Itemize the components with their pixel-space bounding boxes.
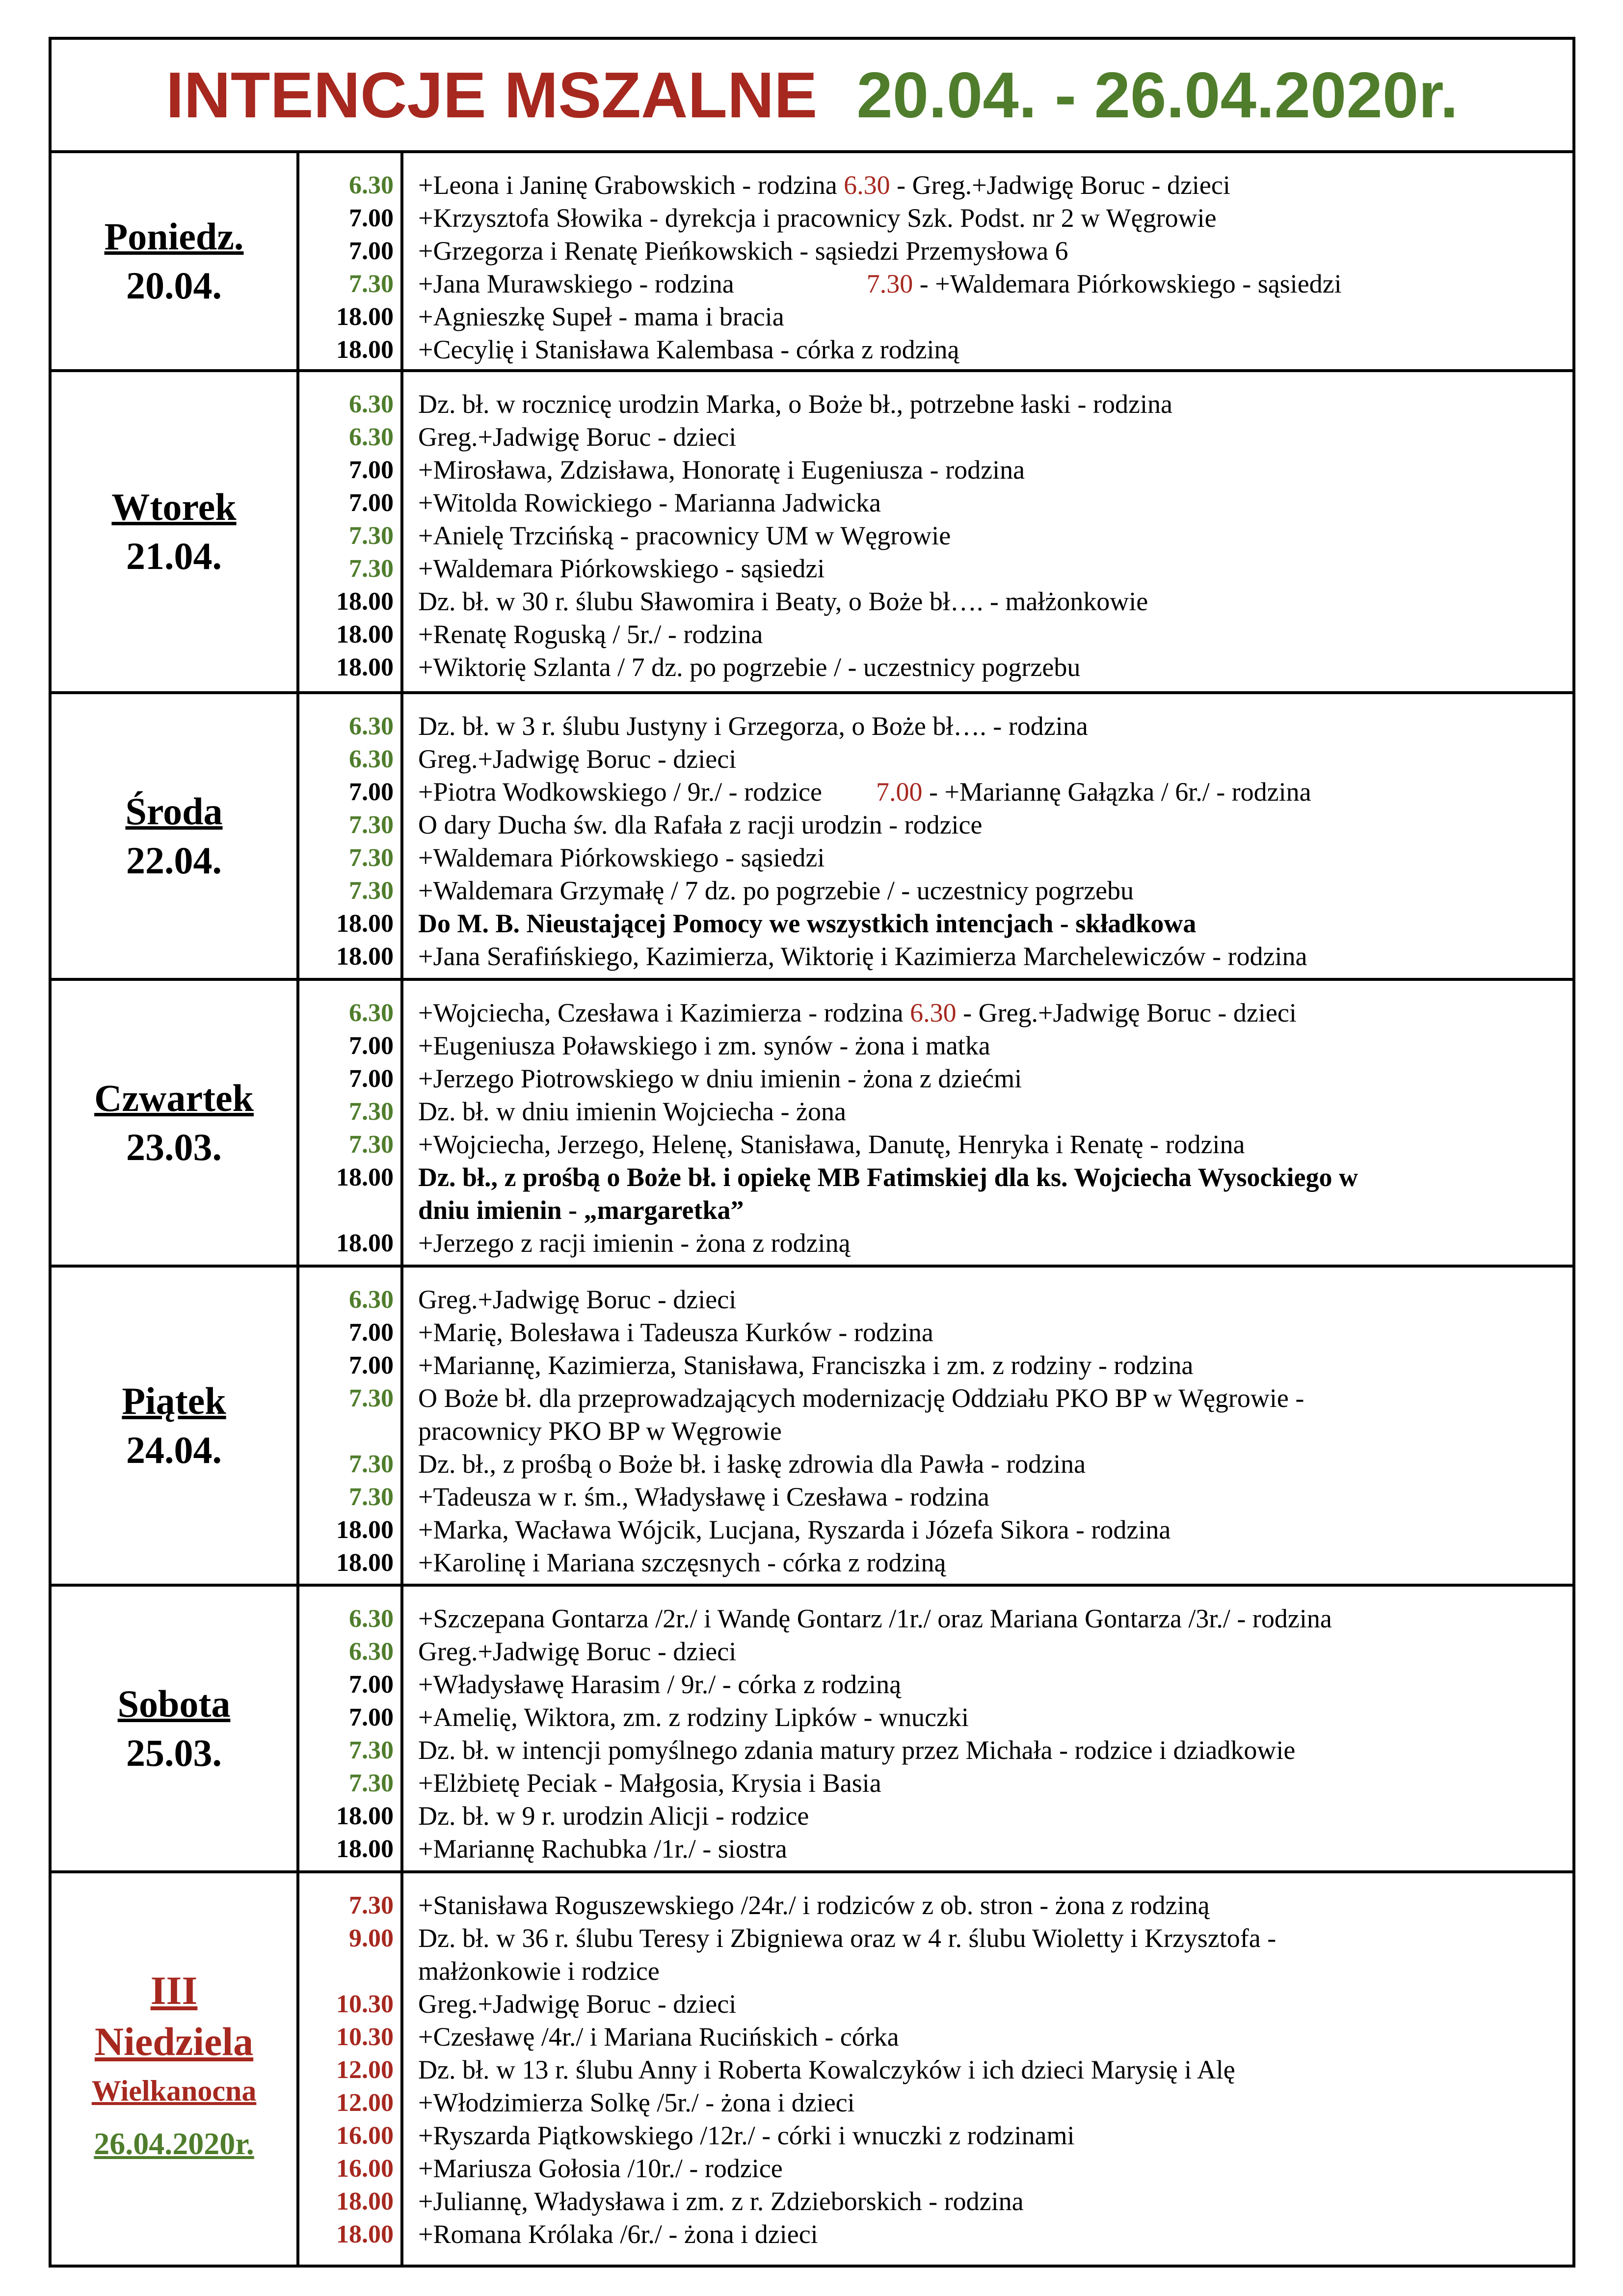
intention-text: Dz. bł. w 3 r. ślubu Justyny i Grzegorza, o Boże bł…. - rodzina <box>418 711 1088 741</box>
mass-time: 6.30 <box>349 712 394 740</box>
mass-time: 7.00 <box>349 1671 394 1699</box>
mass-time: 7.00 <box>349 778 394 806</box>
sunday-name: Niedziela <box>94 2019 254 2064</box>
mass-time: 7.30 <box>349 555 394 583</box>
intention-text: +Krzysztofa Słowika - dyrekcja i pracownicy Szk. Podst. nr 2 w Węgrowie <box>418 203 1217 233</box>
mass-time: 7.00 <box>349 489 394 517</box>
intention-line <box>418 1382 1572 1415</box>
sunday-date: 26.04.2020r. <box>94 2126 254 2161</box>
intention-line <box>418 907 1572 940</box>
intention-text: +Jerzego Piotrowskiego w dniu imienin - żona z dziećmi <box>418 1064 1022 1093</box>
page-title <box>52 40 1572 153</box>
intention-text: +Marka, Wacława Wójcik, Lucjana, Ryszarda i Józefa Sikora - rodzina <box>418 1515 1171 1544</box>
intention-text: Do M. B. Nieustającej Pomocy we wszystkich intencjach - składkowa <box>418 909 1197 938</box>
intention-text: Dz. bł. w rocznicę urodzin Marka, o Boże bł., potrzebne łaski - rodzina <box>418 389 1172 419</box>
mass-time: 18.00 <box>336 2220 394 2248</box>
mass-time: 6.30 <box>349 1286 394 1314</box>
inline-mass-time: 7.00 <box>876 777 923 807</box>
mass-times-cell <box>299 1873 403 2265</box>
mass-time: 12.00 <box>336 2056 394 2084</box>
intention-line <box>418 1734 1572 1767</box>
mass-time: 6.30 <box>349 1605 394 1633</box>
intention-text: +Witolda Rowickiego - Marianna Jadwicka <box>418 488 881 517</box>
mass-times-cell <box>299 372 403 691</box>
intention-line <box>418 776 1572 809</box>
mass-times-cell <box>299 1587 403 1870</box>
day-name: Czwartek <box>94 1077 254 1119</box>
mass-time: 7.30 <box>349 1769 394 1797</box>
intention-text: dniu imienin - „margaretka” <box>418 1195 744 1225</box>
mass-time <box>299 1955 394 1988</box>
mass-times-cell <box>299 153 403 369</box>
mass-time: 10.30 <box>336 1990 394 2018</box>
intention-line <box>418 552 1572 585</box>
intention-text: +Waldemara Grzymałę / 7 dz. po pogrzebie / - uczestnicy pogrzebu <box>418 876 1134 905</box>
title-main: INTENCJE MSZALNE <box>165 59 818 131</box>
intention-line <box>418 1415 1572 1448</box>
mass-time: 6.30 <box>349 171 394 199</box>
inline-mass-time: 7.30 <box>866 269 913 298</box>
intention-text: Dz. bł. w dniu imienin Wojciecha - żona <box>418 1097 846 1126</box>
mass-time: 7.00 <box>349 1319 394 1347</box>
intention-line <box>418 1194 1572 1227</box>
mass-time: 18.00 <box>336 1549 394 1577</box>
inline-mass-time: 6.30 <box>910 998 957 1027</box>
intention-line <box>418 1481 1572 1513</box>
intention-line <box>418 1922 1572 1955</box>
intention-text: +Romana Królaka /6r./ - żona i dzieci <box>418 2219 818 2249</box>
mass-time: 6.30 <box>349 745 394 773</box>
intention-text: +Elżbietę Peciak - Małgosia, Krysia i Basia <box>418 1768 881 1798</box>
intention-text: +Tadeusza w r. śm., Władysławę i Czesława - rodzina <box>418 1482 989 1512</box>
intention-line <box>418 940 1572 973</box>
intention-line <box>418 618 1572 651</box>
mass-time: 7.00 <box>349 456 394 484</box>
day-row <box>52 372 1572 694</box>
mass-time: 18.00 <box>336 2188 394 2215</box>
day-row <box>52 1873 1572 2265</box>
intention-line <box>418 1095 1572 1128</box>
intention-line <box>418 1833 1572 1865</box>
mass-time: 6.30 <box>349 390 394 418</box>
mass-time: 18.00 <box>336 943 394 971</box>
intention-line <box>418 743 1572 776</box>
intention-text: Dz. bł., z prośbą o Boże bł. i opiekę MB Fatimskiej dla ks. Wojciecha Wysockiego w <box>418 1162 1358 1192</box>
mass-time: 7.00 <box>349 1065 394 1093</box>
day-name: Piątek <box>122 1379 226 1422</box>
day-label-cell <box>52 1873 299 2265</box>
intention-text: O dary Ducha św. dla Rafała z racji urodzin - rodzice <box>418 810 983 839</box>
intention-line <box>418 1316 1572 1349</box>
mass-time: 18.00 <box>336 1163 394 1191</box>
mass-time: 18.00 <box>336 1802 394 1830</box>
intention-text: Greg.+Jadwigę Boruc - dzieci <box>418 1285 737 1314</box>
intention-text: +Piotra Wodkowskiego / 9r./ - rodzice <box>418 777 822 807</box>
day-label-cell <box>52 153 299 369</box>
intention-line <box>418 1227 1572 1260</box>
intention-text: Dz. bł. w 9 r. urodzin Alicji - rodzice <box>418 1801 809 1831</box>
sunday-season: Wielkanocna <box>91 2074 257 2107</box>
intention-text: Greg.+Jadwigę Boruc - dzieci <box>418 1637 737 1666</box>
intention-text: pracownicy PKO BP w Węgrowie <box>418 1416 782 1446</box>
day-label-cell <box>52 1268 299 1584</box>
intention-text: +Karolinę i Mariana szczęsnych - córka z rodziną <box>418 1548 946 1577</box>
intention-text: +Anielę Trzcińską - pracownicy UM w Węgrowie <box>418 521 951 550</box>
intention-text: +Szczepana Gontarza /2r./ i Wandę Gontarz /1r./ oraz Mariana Gontarza /3r./ - rodzina <box>418 1604 1332 1633</box>
intention-line <box>418 1546 1572 1579</box>
intention-text: +Mariannę, Kazimierza, Stanisława, Franciszka i zm. z rodziny - rodzina <box>418 1351 1194 1380</box>
mass-time: 7.00 <box>349 204 394 232</box>
intention-text: +Wojciecha, Jerzego, Helenę, Stanisława, Danutę, Henryka i Renatę - rodzina <box>418 1130 1245 1159</box>
mass-time <box>299 1194 394 1227</box>
sunday-number: III <box>150 1968 198 2013</box>
intention-line <box>418 2152 1572 2185</box>
intention-text: +Leona i Janinę Grabowskich - rodzina <box>418 170 837 200</box>
intention-line <box>418 710 1572 743</box>
intention-line <box>418 388 1572 421</box>
intention-line <box>418 1128 1572 1161</box>
day-label-cell <box>52 981 299 1265</box>
intention-text: Dz. bł. w 13 r. ślubu Anny i Roberta Kowalczyków i ich dzieci Marysię i Alę <box>418 2055 1235 2084</box>
day-label-cell <box>52 372 299 691</box>
mass-time: 9.00 <box>349 1924 394 1952</box>
mass-time: 12.00 <box>336 2089 394 2117</box>
mass-time: 7.30 <box>349 1483 394 1511</box>
intention-line <box>418 235 1572 268</box>
intention-line <box>418 2021 1572 2053</box>
intention-text-continued: - +Waldemara Piórkowskiego - sąsiedzi <box>913 269 1342 298</box>
intention-line <box>418 268 1572 300</box>
intention-text: +Agnieszkę Supeł - mama i bracia <box>418 302 784 331</box>
intention-text: +Władysławę Harasim / 9r./ - córka z rodziną <box>418 1670 902 1699</box>
intention-text: Greg.+Jadwigę Boruc - dzieci <box>418 744 737 774</box>
intention-text: Dz. bł., z prośbą o Boże bł. i łaskę zdrowia dla Pawła - rodzina <box>418 1449 1086 1479</box>
day-rows <box>52 153 1572 2265</box>
mass-time: 7.00 <box>349 1351 394 1379</box>
intention-text: +Mariusza Gołosia /10r./ - rodzice <box>418 2154 783 2183</box>
mass-time: 6.30 <box>349 423 394 451</box>
day-row <box>52 1268 1572 1587</box>
mass-time: 7.30 <box>349 877 394 905</box>
intention-text: +Cecylię i Stanisława Kalembasa - córka z rodziną <box>418 335 959 364</box>
mass-time: 16.00 <box>336 2155 394 2183</box>
mass-time <box>299 1415 394 1448</box>
intention-line <box>418 1635 1572 1668</box>
mass-time: 7.30 <box>349 1450 394 1478</box>
intentions-cell <box>403 1268 1572 1584</box>
day-row <box>52 153 1572 372</box>
intention-line <box>418 1955 1572 1988</box>
intention-line <box>418 2119 1572 2152</box>
intention-text: +Czesławę /4r./ i Mariana Rucińskich - córka <box>418 2022 899 2052</box>
mass-time: 18.00 <box>336 1516 394 1544</box>
intention-text: +Waldemara Piórkowskiego - sąsiedzi <box>418 843 825 872</box>
mass-time: 7.30 <box>349 811 394 839</box>
intention-text: +Jana Murawskiego - rodzina <box>418 269 734 298</box>
intention-line <box>418 809 1572 841</box>
intention-text: +Amelię, Wiktora, zm. z rodziny Lipków - wnuczki <box>418 1702 969 1732</box>
intention-line <box>418 1283 1572 1316</box>
day-date: 22.04. <box>126 839 222 882</box>
intention-line <box>418 874 1572 907</box>
day-date: 20.04. <box>126 264 222 307</box>
intention-line <box>418 2053 1572 2086</box>
mass-time: 7.00 <box>349 1703 394 1731</box>
intention-text: Dz. bł. w intencji pomyślnego zdania matury przez Michała - rodzice i dziadkowie <box>418 1735 1296 1765</box>
intention-text: Greg.+Jadwigę Boruc - dzieci <box>418 1989 737 2019</box>
mass-time: 7.00 <box>349 237 394 265</box>
intention-text: +Renatę Roguską / 5r./ - rodzina <box>418 620 763 649</box>
day-label-cell <box>52 1587 299 1870</box>
intention-line <box>418 1988 1572 2021</box>
intention-line <box>418 1029 1572 1062</box>
intentions-cell <box>403 981 1572 1265</box>
intentions-cell <box>403 372 1572 691</box>
day-date: 21.04. <box>126 535 222 577</box>
day-date: 23.03. <box>126 1126 222 1168</box>
intention-line <box>418 2185 1572 2218</box>
intention-line <box>418 454 1572 486</box>
intention-text-continued: - +Mariannę Gałązka / 6r./ - rodzina <box>922 777 1311 807</box>
intention-text: małżonkowie i rodzice <box>418 1956 660 1986</box>
intention-line <box>418 421 1572 454</box>
mass-time: 7.00 <box>349 1032 394 1060</box>
intention-line <box>418 1800 1572 1833</box>
mass-time: 7.30 <box>349 270 394 298</box>
mass-time: 6.30 <box>349 1638 394 1666</box>
intention-text: Dz. bł. w 30 r. ślubu Sławomira i Beaty, o Boże bł…. - małżonkowie <box>418 587 1148 616</box>
intention-line <box>418 1513 1572 1546</box>
intention-text: +Marię, Bolesława i Tadeusza Kurków - rodzina <box>418 1318 933 1347</box>
intention-line <box>418 1668 1572 1701</box>
day-name: Sobota <box>117 1682 231 1725</box>
day-name: Środa <box>125 790 223 833</box>
intention-line <box>418 2218 1572 2251</box>
intentions-cell <box>403 153 1572 369</box>
mass-time: 7.30 <box>349 1384 394 1412</box>
mass-times-cell <box>299 981 403 1265</box>
intention-text: +Ryszarda Piątkowskiego /12r./ - córki i wnuczki z rodzinami <box>418 2121 1075 2150</box>
mass-time: 7.30 <box>349 1736 394 1764</box>
day-name: Wtorek <box>111 486 237 528</box>
intentions-cell <box>403 1587 1572 1870</box>
inline-mass-time: 6.30 <box>844 170 890 200</box>
intention-line <box>418 1767 1572 1800</box>
mass-time: 18.00 <box>336 910 394 938</box>
mass-time: 6.30 <box>349 999 394 1027</box>
mass-time: 7.30 <box>349 844 394 872</box>
mass-time: 18.00 <box>336 653 394 681</box>
intention-text: +Wojciecha, Czesława i Kazimierza - rodzina <box>418 998 904 1027</box>
mass-time: 7.30 <box>349 522 394 550</box>
day-name: Poniedz. <box>104 215 244 258</box>
intention-line <box>418 169 1572 202</box>
intention-text: +Jerzego z racji imienin - żona z rodziną <box>418 1228 851 1258</box>
intention-line <box>418 333 1572 366</box>
mass-time: 10.30 <box>336 2023 394 2051</box>
day-date: 24.04. <box>126 1429 222 1471</box>
intention-text: +Mariannę Rachubka /1r./ - siostra <box>418 1834 787 1864</box>
intention-text: +Jana Serafińskiego, Kazimierza, Wiktorię i Kazimierza Marchelewiczów - rodzina <box>418 942 1307 971</box>
mass-time: 18.00 <box>336 303 394 331</box>
intention-line <box>418 1602 1572 1635</box>
intention-text: Greg.+Jadwigę Boruc - dzieci <box>418 422 737 452</box>
intention-line <box>418 585 1572 618</box>
intention-text: +Grzegorza i Renatę Pieńkowskich - sąsiedzi Przemysłowa 6 <box>418 236 1068 266</box>
title-dates: 20.04. - 26.04.2020r. <box>856 59 1459 131</box>
intention-line <box>418 997 1572 1029</box>
day-row <box>52 694 1572 981</box>
day-label-cell <box>52 694 299 978</box>
intention-line <box>418 1889 1572 1922</box>
intention-text: +Eugeniusza Poławskiego i zm. synów - żona i matka <box>418 1031 990 1060</box>
intention-text: +Waldemara Piórkowskiego - sąsiedzi <box>418 554 825 583</box>
day-row <box>52 1587 1572 1873</box>
intention-text: Dz. bł. w 36 r. ślubu Teresy i Zbigniewa oraz w 4 r. ślubu Wioletty i Krzysztofa - <box>418 1923 1277 1953</box>
mass-time: 7.30 <box>349 1098 394 1126</box>
intentions-sheet <box>49 37 1575 2268</box>
intention-text-continued: - Greg.+Jadwigę Boruc - dzieci <box>956 998 1297 1027</box>
intention-line <box>418 1701 1572 1734</box>
mass-time: 18.00 <box>336 588 394 616</box>
intention-line <box>418 841 1572 874</box>
intention-line <box>418 202 1572 235</box>
intentions-cell <box>403 1873 1572 2265</box>
mass-time: 18.00 <box>336 1835 394 1863</box>
mass-time: 18.00 <box>336 621 394 648</box>
mass-time: 7.30 <box>349 1131 394 1159</box>
mass-times-cell <box>299 1268 403 1584</box>
intention-line <box>418 300 1572 333</box>
day-date: 25.03. <box>126 1731 222 1774</box>
mass-time: 16.00 <box>336 2122 394 2150</box>
mass-time: 18.00 <box>336 1229 394 1257</box>
intentions-cell <box>403 694 1572 978</box>
intention-text: +Wiktorię Szlanta / 7 dz. po pogrzebie / - uczestnicy pogrzebu <box>418 652 1081 682</box>
intention-line <box>418 1349 1572 1382</box>
intention-text: O Boże bł. dla przeprowadzających modernizację Oddziału PKO BP w Węgrowie - <box>418 1383 1304 1413</box>
intention-line <box>418 519 1572 552</box>
intention-line <box>418 2086 1572 2119</box>
mass-times-cell <box>299 694 403 978</box>
mass-time: 7.30 <box>349 1891 394 1919</box>
day-row <box>52 981 1572 1268</box>
intention-text: +Juliannę, Władysława i zm. z r. Zdzieborskich - rodzina <box>418 2187 1024 2216</box>
intention-text: +Włodzimierza Solkę /5r./ - żona i dzieci <box>418 2088 855 2117</box>
intention-line <box>418 1161 1572 1194</box>
mass-time: 18.00 <box>336 336 394 364</box>
intention-text: +Stanisława Roguszewskiego /24r./ i rodziców z ob. stron - żona z rodziną <box>418 1891 1210 1920</box>
intention-line <box>418 486 1572 519</box>
intention-line <box>418 651 1572 684</box>
intention-line <box>418 1448 1572 1481</box>
intention-line <box>418 1062 1572 1095</box>
intention-text: +Mirosława, Zdzisława, Honoratę i Eugeniusza - rodzina <box>418 455 1025 485</box>
intention-text-continued: - Greg.+Jadwigę Boruc - dzieci <box>890 170 1230 200</box>
